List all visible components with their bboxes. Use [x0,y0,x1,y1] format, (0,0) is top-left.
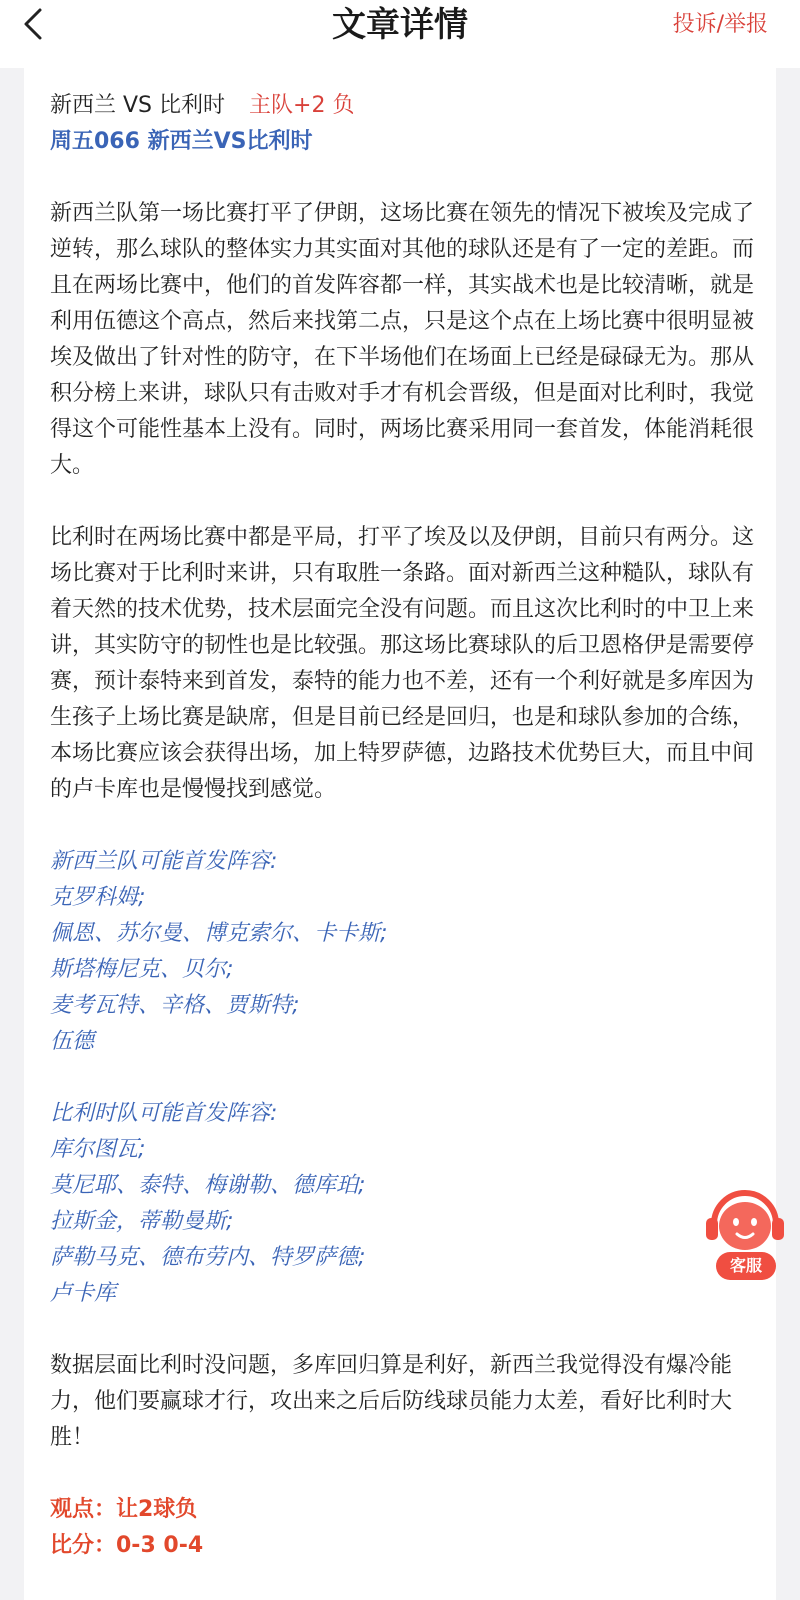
summary-paragraph: 数据层面比利时没问题，多库回归算是利好，新西兰我觉得没有爆冷能力，他们要赢球才行，攻出来之后后防线球员能力太差，看好比利时大胜！ [50,1353,733,1450]
lineup-line: 麦考瓦特、辛格、贾斯特; [50,993,300,1018]
top-bar [0,0,800,68]
match-line [50,88,760,124]
lineup-line: 克罗科姆; [50,885,146,910]
viewpoint: 观点：让2球负 [50,1497,198,1522]
report-button[interactable]: 投诉/举报 [672,12,768,37]
article-paragraph: 新西兰队第一场比赛打平了伊朗，这场比赛在领先的情况下被埃及完成了逆转，那么球队的整体实力其实面对其他的球队还是有了一定的差距。而且在两场比赛中，他们的首发阵容都一样，其实战术也是比较清晰，就是利用伍德这个高点，然后来找第二点，只是这个点在上场比赛中很明显被埃及做出了针对性的防守，在下半场他们在场面上已经是碌碌无为。那从积分榜上来讲，球队只有击败对手才有机会晋级，但是面对比利时，我觉得这个可能性基本上没有。同时，两场比赛采用同一套首发，体能消耗很大。 [50,201,755,478]
match-subtitle: 周五066 新西兰VS比利时 [50,129,313,154]
customer-service-mascot-icon [700,1180,790,1260]
lineup-line: 拉斯金，蒂勒曼斯; [50,1209,234,1234]
customer-service-label: 客服 [716,1252,776,1280]
page-title: 文章详情 [332,5,468,45]
lineup-belgium [50,1096,760,1312]
lineup-line: 伍德 [50,1029,95,1054]
article-paragraph: 比利时在两场比赛中都是平局，打平了埃及以及伊朗，目前只有两分。这场比赛对于比利时来讲，只有取胜一条路。面对新西兰这种糙队，球队有着天然的技术优势，技术层面完全没有问题。而且这次比利时的中卫上来讲，其实防守的韧性也是比较强。那这场比赛球队的后卫恩格伊是需要停赛，预计泰特来到首发，泰特的能力也不差，还有一个利好就是多库因为生孩子上场比赛是缺席，但是目前已经是回归，也是和球队参加的合练，本场比赛应该会获得出场，加上特罗萨德，边路技术优势巨大，而且中间的卢卡库也是慢慢找到感觉。 [50,525,755,802]
match-teams: 新西兰 VS 比利时 [50,93,226,118]
lineup-line: 萨勒马克、德布劳内、特罗萨德; [50,1245,366,1270]
lineup-line: 佩恩、苏尔曼、博克索尔、卡卡斯; [50,921,388,946]
article-content [50,88,760,1564]
conclusion [50,1492,760,1564]
lineup-line: 库尔图瓦; [50,1137,146,1162]
customer-service-button[interactable] [700,1180,790,1290]
lineup-title: 新西兰队可能首发阵容: [50,849,278,874]
lineup-new-zealand [50,844,760,1060]
lineup-line: 斯塔梅尼克、贝尔; [50,957,234,982]
handicap-pick: 主队+2 负 [249,93,355,118]
lineup-title: 比利时队可能首发阵容: [50,1101,278,1126]
score-prediction: 比分：0-3 0-4 [50,1533,204,1558]
article-card [24,68,776,1600]
lineup-line: 卢卡库 [50,1281,117,1306]
lineup-line: 莫尼耶、泰特、梅谢勒、德库珀; [50,1173,366,1198]
